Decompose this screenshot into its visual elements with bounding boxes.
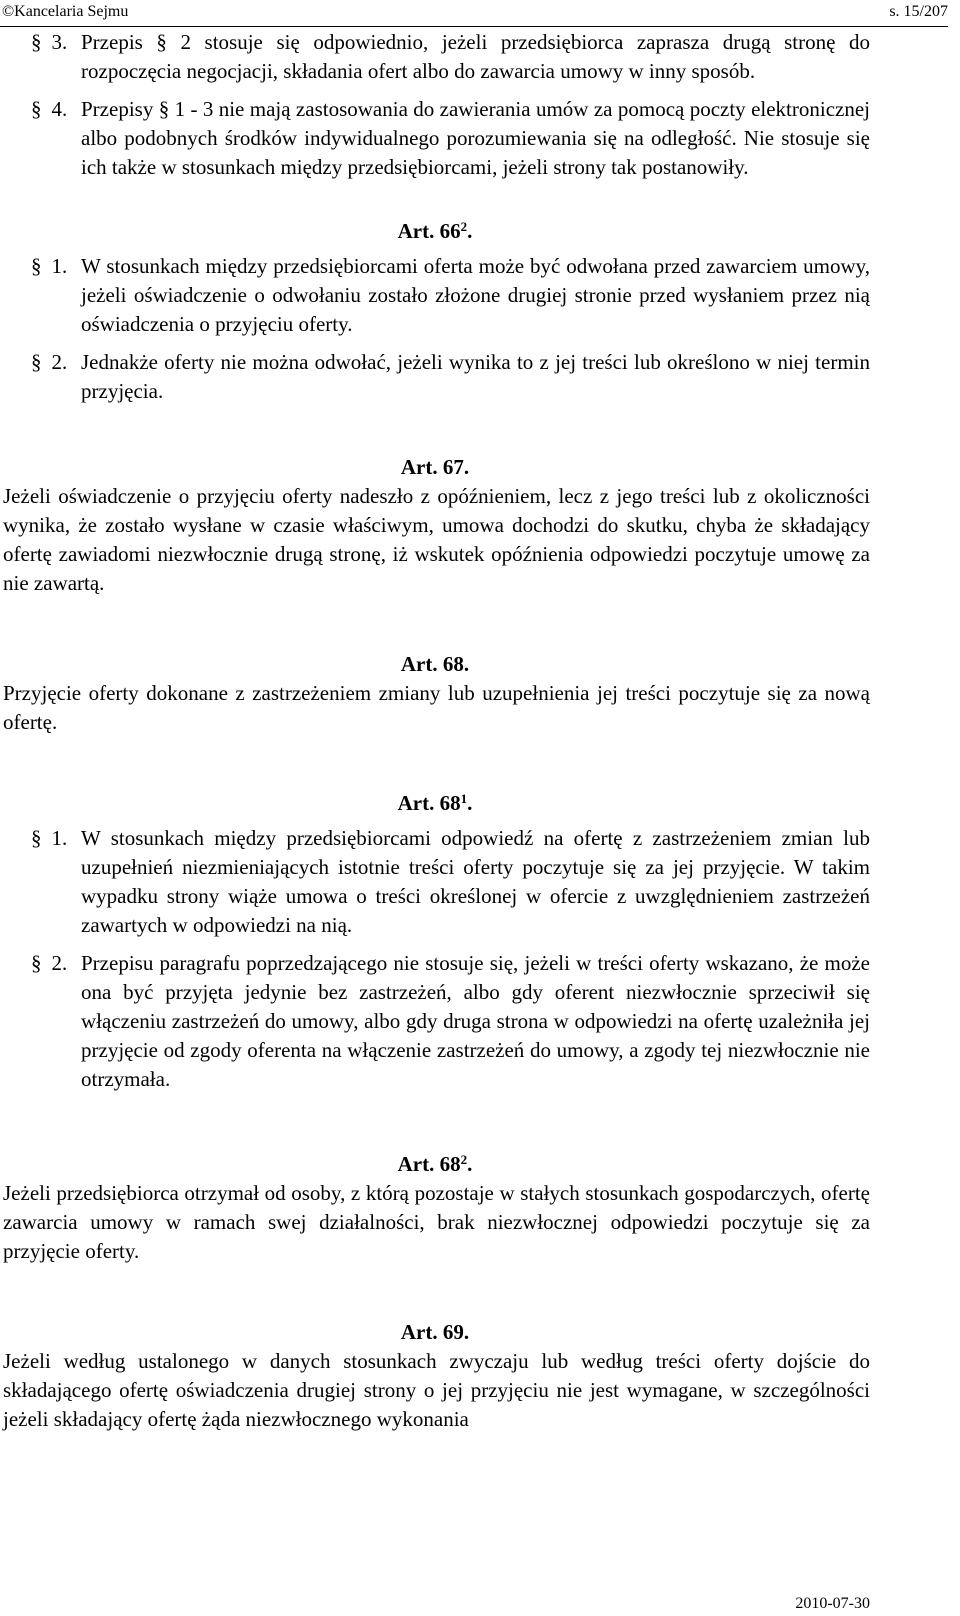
article-heading-67: Art. 67. — [400, 455, 470, 479]
paragraph-text: W stosunkach między przedsiębiorcami odpowiedź na ofertę z zastrzeżeniem zmian lub uzupełnień niezmieniających istotnie treści oferty poczytuje się za jej przyjęcie. W takim wypadku strony wiąże umowa o treści określonej w ofercie z uwzględnieniem zastrzeżeń zawartych w odpowiedzi na nią. — [81, 826, 870, 937]
paragraph-number: § 3. — [31, 30, 68, 54]
paragraph-4 — [0, 95, 870, 182]
article-heading-66-2: Art. $66^2$. — [397, 219, 473, 243]
section-symbol: § — [31, 30, 42, 54]
article-heading-68-2: Art. $68^2$. — [397, 1152, 473, 1176]
section-symbol: § — [31, 254, 42, 278]
page-footer-date: 2010-07-30 — [795, 1595, 870, 1612]
article-69-text: Jeżeli według ustalonego w danych stosunkach zwyczaju lub według treści oferty dojście do składającego ofertę oświadczenia drugiej strony o jej przyjęciu nie jest wymagane, w szczególności jeżeli składający ofertę żąda niezwłocznego wykonania — [3, 1349, 870, 1431]
paragraph-3 — [0, 28, 870, 86]
article-68-text: Przyjęcie oferty dokonane z zastrzeżeniem zmiany lub uzupełnienia jej treści poczytuje się za nową ofertę. — [3, 681, 870, 734]
article-heading-68: Art. 68. — [400, 652, 470, 676]
paragraph-number: § 2. — [31, 350, 68, 374]
section-symbol: § — [31, 951, 42, 975]
article-heading-68-1: Art. $68^1$. — [397, 791, 473, 815]
paragraph-text: Jednakże oferty nie można odwołać, jeżeli wynika to z jej treści lub określono w niej termin przyjęcia. — [81, 350, 870, 403]
section-symbol: § — [31, 826, 42, 850]
document-body — [0, 28, 960, 1434]
paragraph-text: Przepisu paragrafu poprzedzającego nie stosuje się, jeżeli w treści oferty wskazano, że może ona być przyjęta jedynie bez zastrzeżeń, albo gdy oferent niezwłocznie sprzeciwił się włączeniu zastrzeżeń do umowy, albo gdy druga strona w odpowiedzi na ofertę uzależniła jej przyjęcie od zgody oferenta na włączenie zastrzeżeń do umowy, a zgody tej niezwłocznie nie otrzymała. — [81, 951, 870, 1091]
article-68-2-text: Jeżeli przedsiębiorca otrzymał od osoby, z którą pozostaje w stałych stosunkach gospodarczych, ofertę zawarcia umowy w ramach swej działalności, brak niezwłocznej odpowiedzi poczytuje się za przyjęcie oferty. — [3, 1181, 870, 1263]
article-heading-69: Art. 69. — [400, 1320, 470, 1344]
header-publisher: ©Kancelaria Sejmu — [2, 3, 129, 20]
paragraph-number: § 4. — [31, 97, 68, 121]
section-symbol: § — [31, 350, 42, 374]
article-67-text: Jeżeli oświadczenie o przyjęciu oferty nadeszło z opóźnieniem, lecz z jego treści lub z okoliczności wynika, że zostało wysłane w czasie właściwym, umowa dochodzi do skutku, chyba że składający ofertę zawiadomi niezwłocznie drugą stronę, iż wskutek opóźnienia odpowiedzi poczytuje umowę za nie zawartą. — [3, 484, 870, 595]
paragraph-text: Przepisy § 1 - 3 nie mają zastosowania do zawierania umów za pomocą poczty elektronicznej albo podobnych środków indywidualnego porozumiewania się na odległość. Nie stosuje się ich także w stosunkach między przedsiębiorcami, jeżeli strony tak postanowiły. — [81, 97, 870, 179]
section-symbol: § — [31, 97, 42, 121]
header-page-number: s. 15/207 — [889, 3, 948, 20]
page-header — [0, 2, 948, 27]
paragraph-2 — [0, 949, 870, 1094]
paragraph-number: § 1. — [31, 254, 68, 278]
paragraph-1 — [0, 824, 870, 940]
paragraph-number: § 2. — [31, 951, 68, 975]
paragraph-1 — [0, 252, 870, 339]
paragraph-2 — [0, 348, 870, 406]
paragraph-number: § 1. — [31, 826, 68, 850]
paragraph-text: W stosunkach między przedsiębiorcami oferta może być odwołana przed zawarciem umowy, jeżeli oświadczenie o odwołaniu zostało złożone drugiej stronie przed wysłaniem przez nią oświadczenia o przyjęciu oferty. — [81, 254, 870, 336]
paragraph-text: Przepis § 2 stosuje się odpowiednio, jeżeli przedsiębiorca zaprasza drugą stronę do rozpoczęcia negocjacji, składania ofert albo do zawarcia umowy w inny sposób. — [81, 30, 870, 83]
